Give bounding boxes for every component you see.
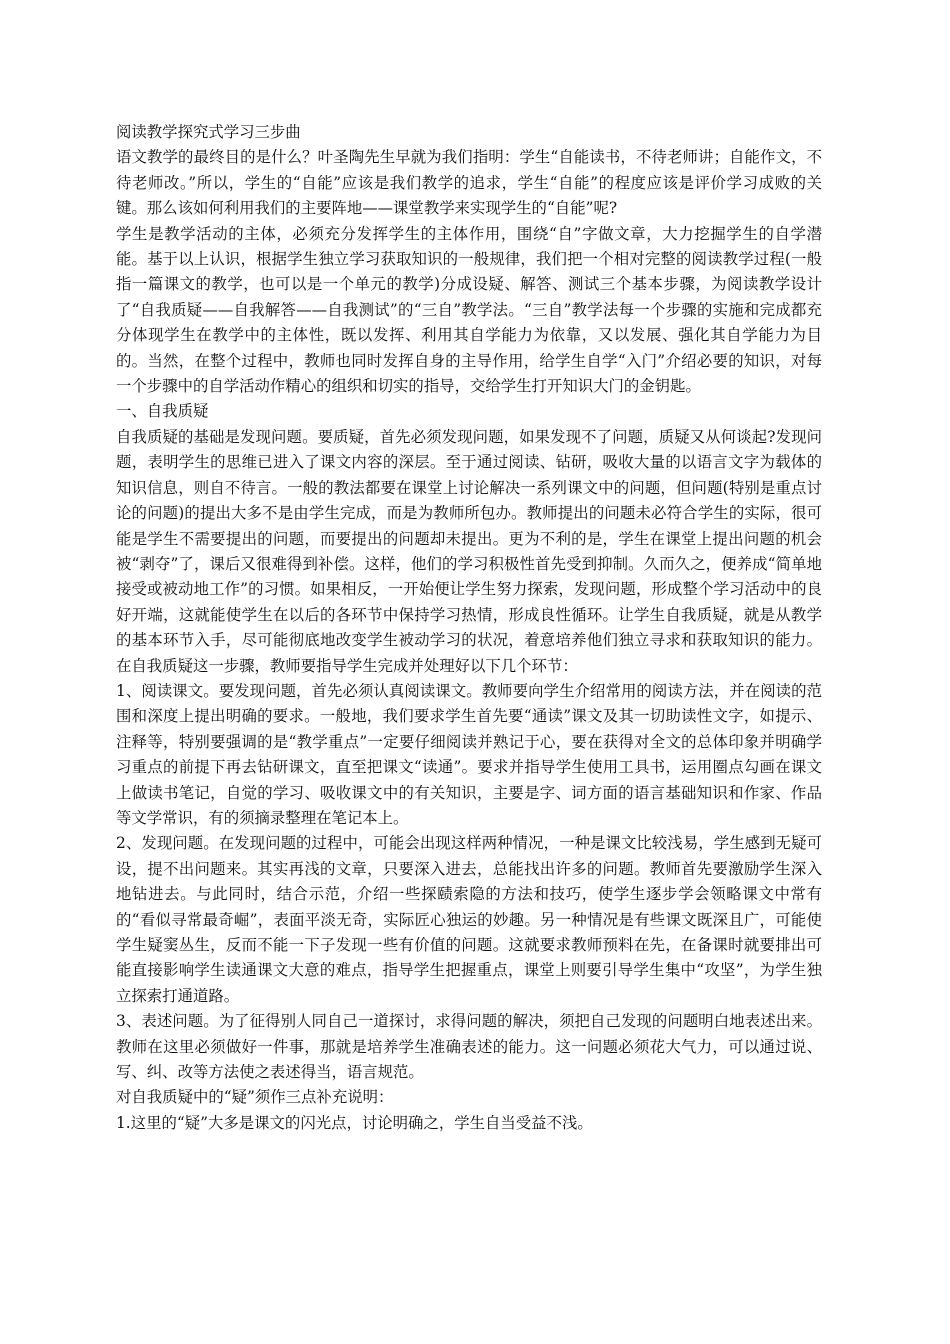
- paragraph-step-state-problems: 3、表述问题。为了征得别人同自己一道探讨，求得问题的解决，须把自己发现的问题明白地表述出来。教师在这里必须做好一件事，那就是培养学生准确表述的能力。这一问题必须花大气力，可以通过说、写、纠、改等方法使之表述得当，语言规范。: [116, 1012, 822, 1082]
- paragraph-supplement-point-1: 1.这里的“疑”大多是课文的闪光点，讨论明确之，学生自当受益不浅。: [116, 1113, 593, 1132]
- paragraph-main-subject: 学生是教学活动的主体，必须充分发挥学生的主体作用，围绕“自”字做文章，大力挖掘学生的自学潜能。基于以上认识，根据学生独立学习获取知识的一般规律，我们把一个相对完整的阅读教学过程(一般指一篇课文的教学，也可以是一个单元的教学)分成设疑、解答、测试三个基本步骤，为阅读教学设计了“自我质疑——自我解答——自我测试”的“三自”教学法。“三自”教学法每一个步骤的实施和完成都充分体现学生在教学中的主体性，既以发挥、利用其自学能力为依靠，又以发展、强化其自学能力为目的。当然，在整个过程中，教师也同时发挥自身的主导作用，给学生自学“入门”介绍必要的知识，对每一个步骤中的自学活动作精心的组织和切实的指导，交给学生打开知识大门的金钥匙。: [116, 224, 822, 396]
- section-heading-self-questioning: 一、自我质疑: [116, 402, 209, 421]
- paragraph-step-read-text: 1、阅读课文。要发现问题，首先必须认真阅读课文。教师要向学生介绍常用的阅读方法，并在阅读的范围和深度上提出明确的要求。一般地，我们要求学生首先要“通读”课文及其一切助读性文字，如提示、注释等，特别要强调的是“教学重点”一定要仔细阅读并熟记于心，要在获得对全文的总体印象并明确学习重点的前提下再去钻研课文，直至把课文“读通”。要求并指导学生使用工具书，运用圈点勾画在课文上做读书笔记，自觉的学习、吸收课文中的有关知识，主要是字、词方面的语言基础知识和作家、作品等文学常识，有的须摘录整理在笔记本上。: [116, 681, 822, 827]
- paragraph-step-find-problems: 2、发现问题。在发现问题的过程中，可能会出现这样两种情况，一种是课文比较浅易，学生感到无疑可设，提不出问题来。其实再浅的文章，只要深入进去，总能找出许多的问题。教师首先要激励学生深入地钻进去。与此同时，结合示范，介绍一些探赜索隐的方法和技巧，使学生逐步学会领略课文中常有的“看似寻常最奇崛”，表面平淡无奇，实际匠心独运的妙趣。另一种情况是有些课文既深且广，可能使学生疑窦丛生，反而不能一下子发现一些有价值的问题。这就要求教师预料在先，在备课时就要排出可能直接影响学生读通课文大意的难点，指导学生把握重点，课堂上则要引导学生集中“攻坚”，为学生独立探索打通道路。: [116, 834, 822, 1005]
- document-body: [116, 120, 822, 1136]
- paragraph-supplement-intro: 对自我质疑中的“疑”须作三点补充说明：: [116, 1088, 394, 1107]
- paragraph-self-questioning: 自我质疑的基础是发现问题。要质疑，首先必须发现问题，如果发现不了问题，质疑又从何谈起?发现问题，表明学生的思维已进入了课文内容的深层。至于通过阅读、钻研，吸收大量的以语言文字为载体的知识信息，则自不待言。一般的教法都要在课堂上讨论解决一系列课文中的问题，但问题(特别是重点讨论的问题)的提出大多不是由学生完成，而是为教师所包办。教师提出的问题未必符合学生的实际，很可能是学生不需要提出的问题，而要提出的问题却未提出。更为不利的是，学生在课堂上提出问题的机会被“剥夺”了，课后又很难得到补偿。这样，他们的学习积极性首先受到抑制。久而久之，便养成“简单地接受或被动地工作”的习惯。如果相反，一开始便让学生努力探索，发现问题，形成整个学习活动中的良好开端，这就能使学生在以后的各环节中保持学习热情，形成良性循环。让学生自我质疑，就是从教学的基本环节入手，尽可能彻底地改变学生被动学习的状况，着意培养他们独立寻求和获取知识的能力。在自我质疑这一步骤，教师要指导学生完成并处理好以下几个环节：: [116, 427, 822, 675]
- document-title: 阅读教学探究式学习三步曲: [116, 123, 301, 141]
- paragraph-intro: 语文教学的最终目的是什么？叶圣陶先生早就为我们指明：学生“自能读书，不待老师讲；自能作文，不待老师改。”所以，学生的“自能”应该是我们教学的追求，学生“自能”的程度应该是评价学习成败的关键。那么该如何利用我们的主要阵地——课堂教学来实现学生的“自能”呢?: [116, 148, 822, 218]
